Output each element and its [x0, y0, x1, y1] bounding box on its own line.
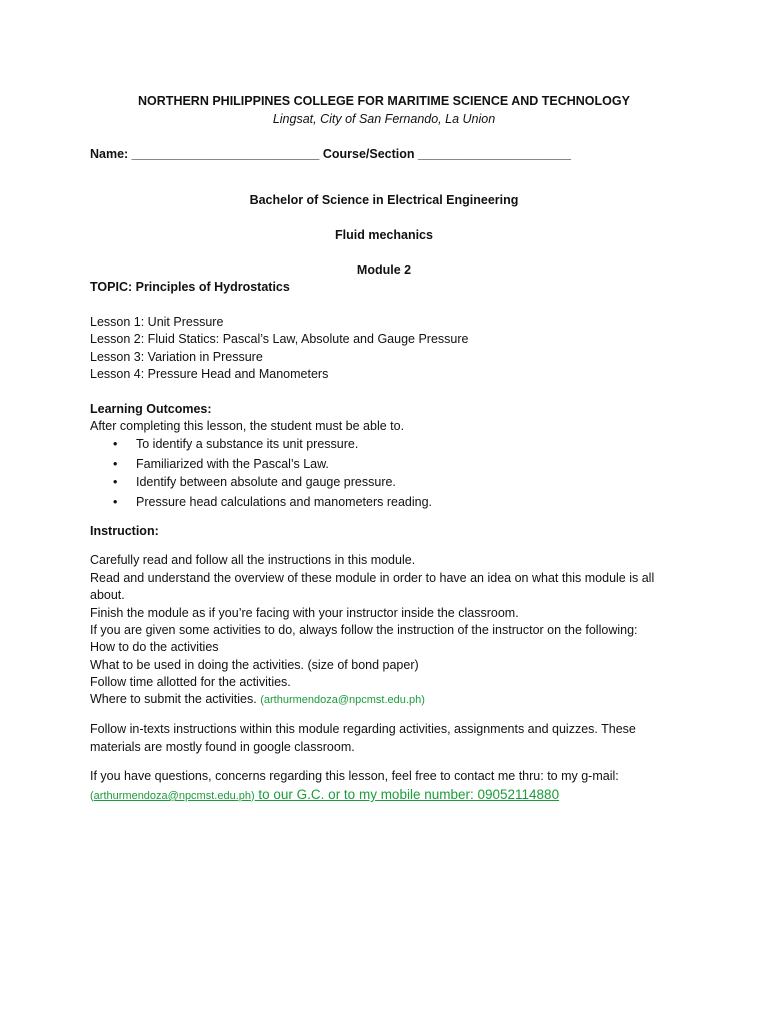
topic-line: TOPIC: Principles of Hydrostatics [90, 280, 290, 294]
institution-address: Lingsat, City of San Fernando, La Union [272, 112, 496, 126]
instruction-line: How to do the activities [90, 640, 219, 654]
submit-line [90, 692, 708, 706]
name-course-line: Name: ___________________________ Course/Section ______________________ [90, 147, 571, 161]
outcome-item [113, 475, 396, 489]
outcome-text: Pressure head calculations and manometers reading. [136, 495, 433, 509]
instruction-heading: Instruction: [90, 524, 159, 538]
bullet-icon: • [113, 495, 118, 509]
contact-line: If you have questions, concerns regarding this lesson, feel free to contact me thru: to my g-mail: [90, 769, 619, 783]
lesson-item: Lesson 4: Pressure Head and Manometers [90, 367, 329, 381]
submit-email-link[interactable]: (arthurmendoza@npcmst.edu.ph) [260, 694, 425, 706]
outcome-item [113, 437, 358, 451]
contact-mobile-link[interactable]: to our G.C. or to my mobile number: 09052114880 [254, 787, 560, 802]
instruction-line: Read and understand the overview of these module in order to have an idea on what this module is all [90, 571, 655, 585]
instruction-line: Carefully read and follow all the instructions in this module. [90, 553, 416, 567]
instruction-line: If you are given some activities to do, always follow the instruction of the instructor on the following: [90, 623, 638, 637]
instruction-line: Follow time allotted for the activities. [90, 675, 291, 689]
learning-outcomes-intro: After completing this lesson, the student must be able to. [90, 419, 405, 433]
follow-line: Follow in-texts instructions within this module regarding activities, assignments and quizzes. These [90, 722, 636, 736]
lesson-item: Lesson 3: Variation in Pressure [90, 350, 263, 364]
lesson-item: Lesson 2: Fluid Statics: Pascal’s Law, Absolute and Gauge Pressure [90, 332, 469, 346]
submit-text: Where to submit the activities. [90, 692, 257, 706]
contact-details [90, 787, 708, 802]
outcome-text: Familiarized with the Pascal’s Law. [136, 457, 329, 471]
contact-paren-open: ( [90, 790, 94, 802]
module-title: Module 2 [356, 263, 412, 277]
contact-paren-close: ) [250, 790, 255, 802]
instruction-line: Finish the module as if you’re facing with your instructor inside the classroom. [90, 606, 519, 620]
bullet-icon: • [113, 457, 118, 471]
learning-outcomes-heading: Learning Outcomes: [90, 402, 212, 416]
outcome-item [113, 457, 329, 471]
bullet-icon: • [113, 437, 118, 451]
institution-name: NORTHERN PHILIPPINES COLLEGE FOR MARITIME SCIENCE AND TECHNOLOGY [138, 94, 630, 108]
lesson-item: Lesson 1: Unit Pressure [90, 315, 224, 329]
outcome-text: To identify a substance its unit pressure. [136, 437, 359, 451]
outcome-item [113, 495, 432, 509]
bullet-icon: • [113, 475, 118, 489]
subject-title: Fluid mechanics [335, 228, 433, 242]
program-title: Bachelor of Science in Electrical Engineering [249, 193, 519, 207]
follow-line: materials are mostly found in google classroom. [90, 740, 355, 754]
contact-email-link[interactable]: arthurmendoza@npcmst.edu.ph [93, 790, 251, 802]
instruction-line: about. [90, 588, 125, 602]
outcome-text: Identify between absolute and gauge pressure. [136, 475, 396, 489]
instruction-line: What to be used in doing the activities. (size of bond paper) [90, 658, 419, 672]
